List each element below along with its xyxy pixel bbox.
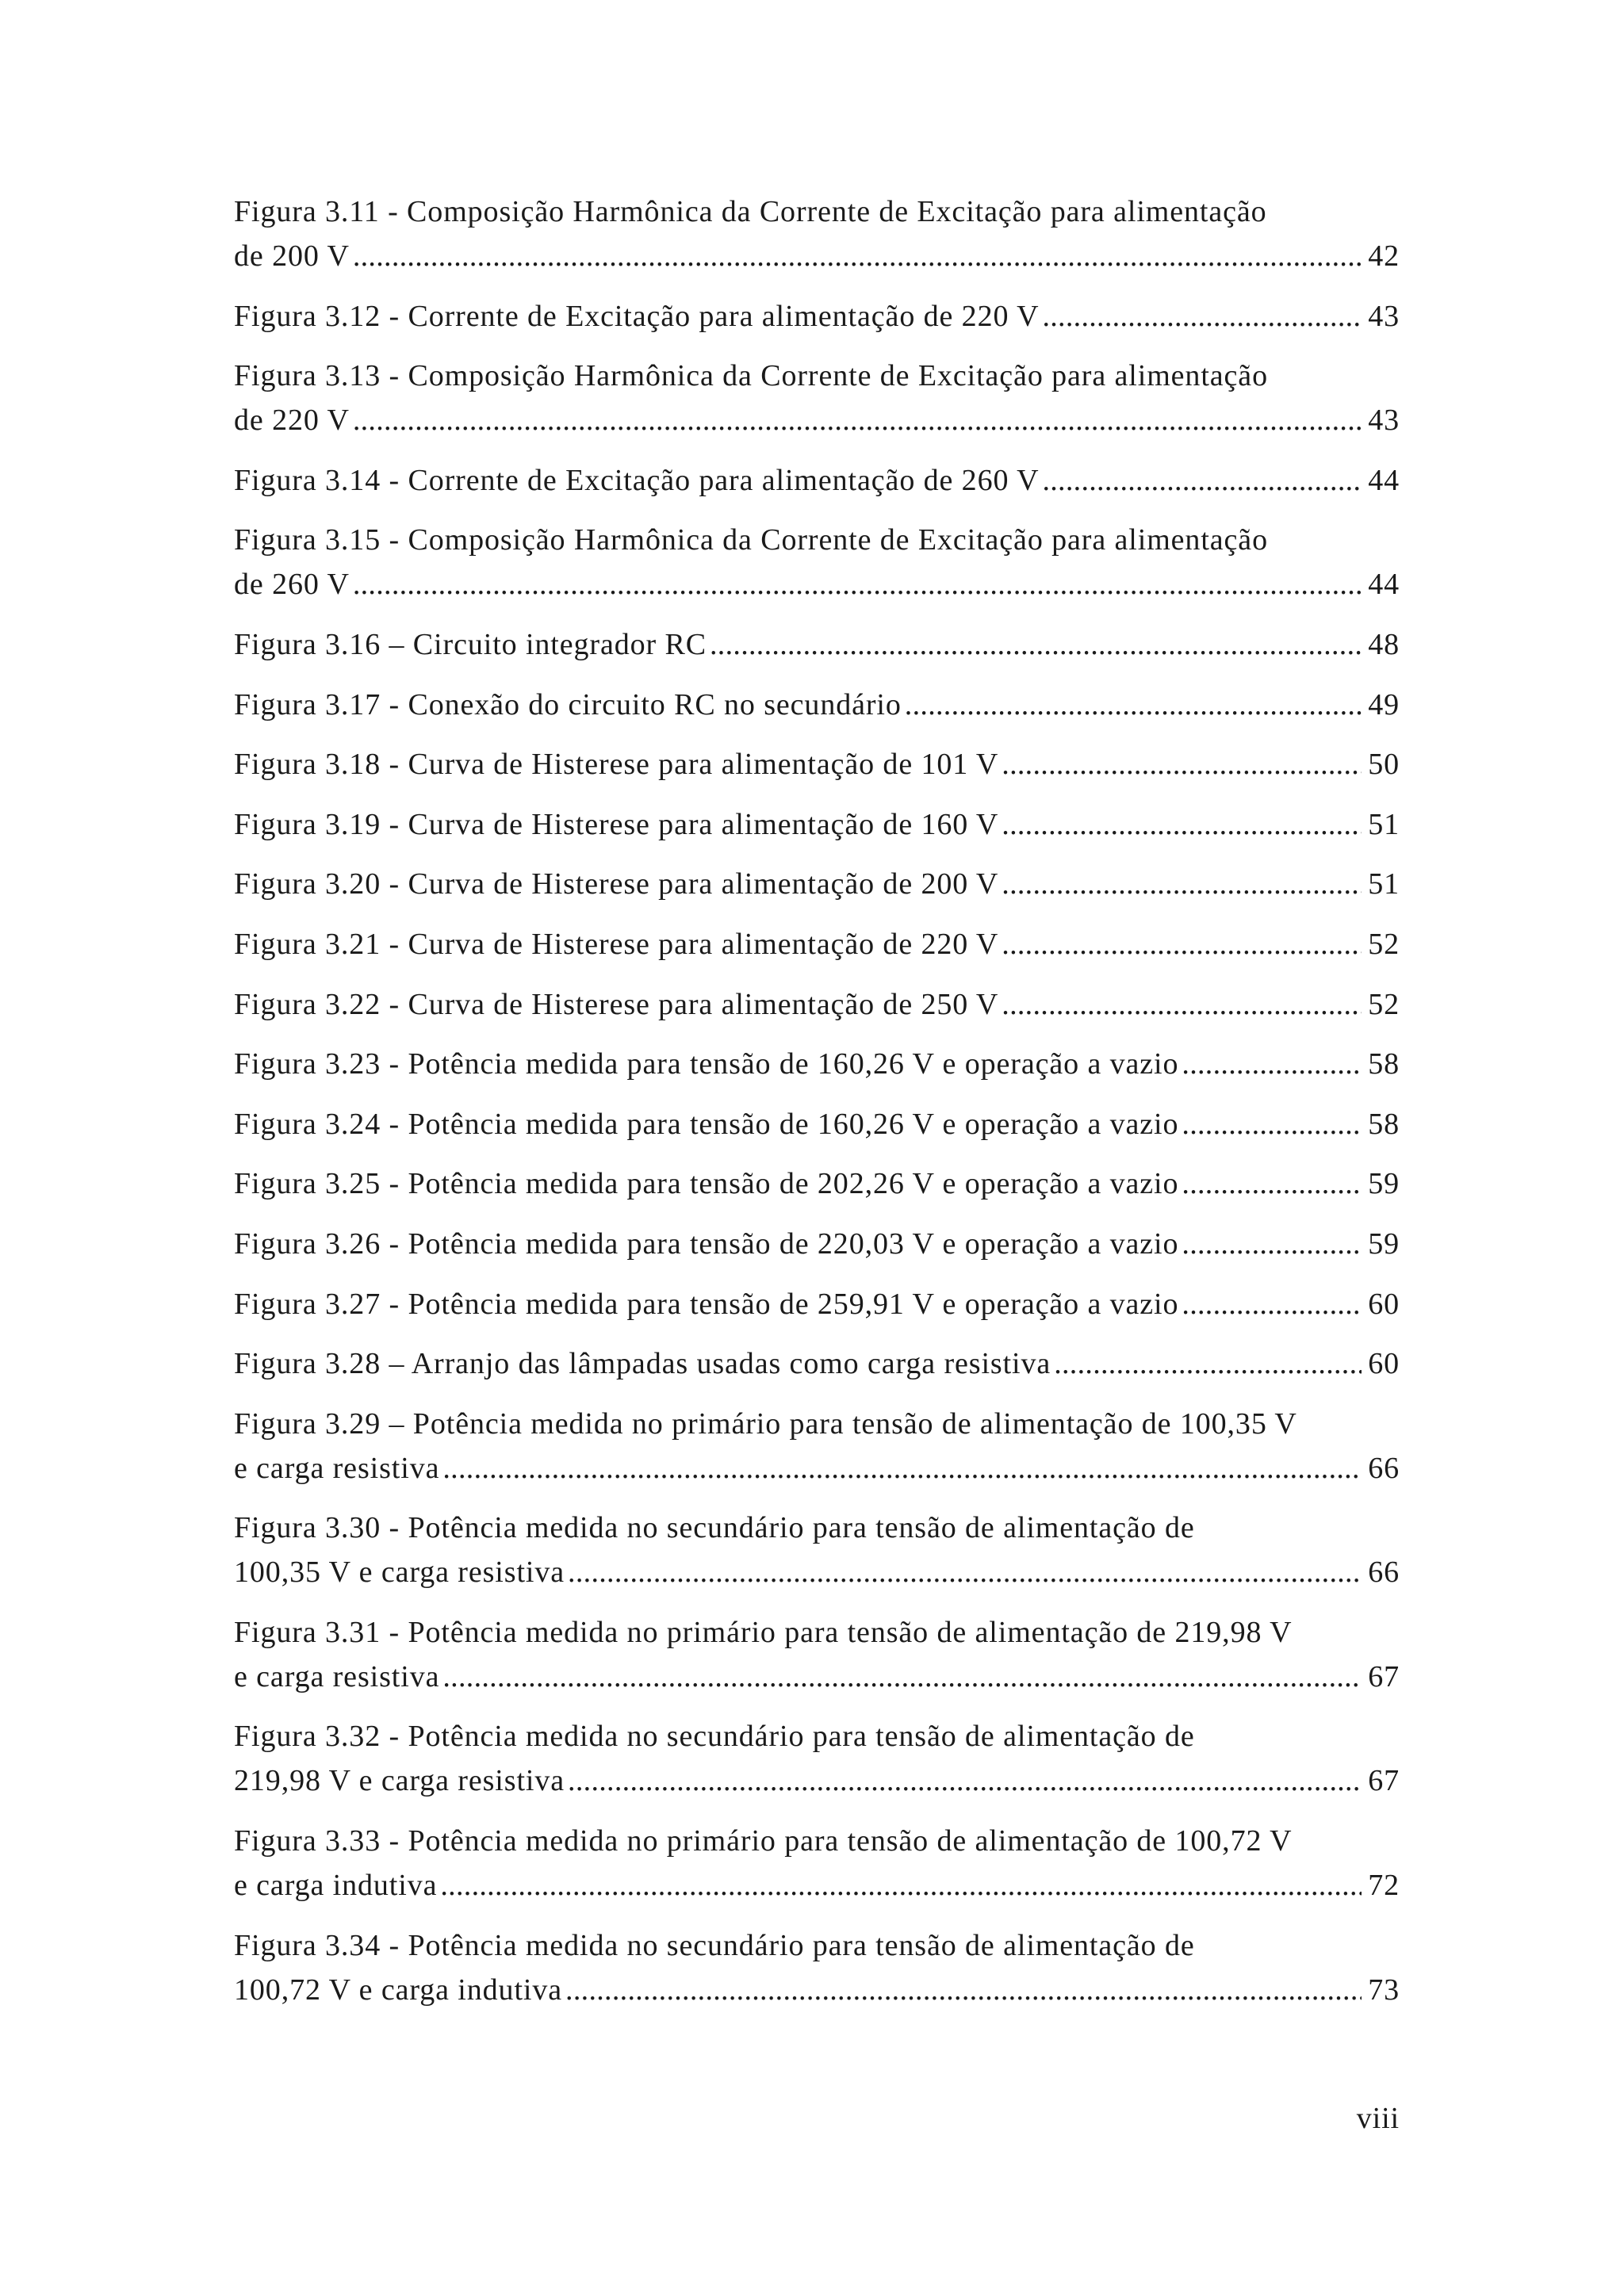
figure-caption-text: Figura 3.21 - Curva de Histerese para alimentação de 220 V: [234, 927, 999, 961]
figure-entry-line: [234, 982, 1400, 1027]
figure-caption-text: Figura 3.25 - Potência medida para tensão de 202,26 V e operação a vazio: [234, 1167, 1179, 1201]
figure-caption-text: Figura 3.14 - Corrente de Excitação para alimentação de 260 V: [234, 463, 1040, 497]
figure-caption-text: Figura 3.30 - Potência medida no secundário para tensão de alimentação de: [234, 1511, 1195, 1545]
figure-caption-text: 100,35 V e carga resistiva: [234, 1556, 565, 1590]
figure-entry[interactable]: [234, 922, 1400, 966]
figure-entry-line: [234, 1758, 1400, 1803]
dot-leader: [1182, 1222, 1362, 1266]
figure-entry[interactable]: [234, 1610, 1400, 1699]
figure-caption-text: 100,72 V e carga indutiva: [234, 1973, 563, 2007]
list-of-figures: [234, 189, 1400, 2027]
figure-entry-line: [234, 1819, 1400, 1863]
figure-page-number: 52: [1368, 987, 1400, 1021]
figure-page-number: 66: [1368, 1556, 1400, 1590]
figure-caption-text: Figura 3.18 - Curva de Histerese para alimentação de 101 V: [234, 748, 999, 782]
figure-entry-line: [234, 1042, 1400, 1086]
figure-page-number: 44: [1368, 463, 1400, 497]
dot-leader: [1002, 982, 1362, 1027]
dot-leader: [565, 1968, 1362, 2012]
dot-leader: [1002, 922, 1362, 966]
figure-entry[interactable]: [234, 982, 1400, 1027]
figure-page-number: 72: [1368, 1869, 1400, 1903]
figure-entry[interactable]: [234, 1506, 1400, 1594]
dot-leader: [442, 1446, 1362, 1490]
figure-entry-line: [234, 1655, 1400, 1699]
dot-leader: [353, 234, 1362, 278]
figure-entry-line: [234, 562, 1400, 607]
figure-entry-line: [234, 622, 1400, 667]
figure-caption-text: de 260 V: [234, 568, 350, 602]
figure-page-number: 58: [1368, 1107, 1400, 1141]
figure-entry[interactable]: [234, 802, 1400, 847]
figure-page-number: 73: [1368, 1973, 1400, 2007]
figure-page-number: 49: [1368, 687, 1400, 721]
figure-page-number: 67: [1368, 1764, 1400, 1798]
figure-entry[interactable]: [234, 862, 1400, 906]
figure-entry[interactable]: [234, 622, 1400, 667]
figure-entry[interactable]: [234, 1819, 1400, 1908]
dot-leader: [905, 683, 1362, 727]
figure-entry[interactable]: [234, 1042, 1400, 1086]
figure-caption-text: e carga resistiva: [234, 1659, 440, 1693]
figure-caption-text: Figura 3.12 - Corrente de Excitação para alimentação de 220 V: [234, 299, 1040, 333]
figure-entry-line: [234, 1446, 1400, 1490]
figure-page-number: 50: [1368, 748, 1400, 782]
dot-leader: [710, 622, 1362, 667]
figure-entry[interactable]: [234, 1282, 1400, 1326]
figure-caption-text: Figura 3.32 - Potência medida no secundário para tensão de alimentação de: [234, 1720, 1195, 1754]
figure-entry-line: [234, 1102, 1400, 1146]
figure-caption-text: Figura 3.22 - Curva de Histerese para alimentação de 250 V: [234, 987, 999, 1021]
figure-entry-line: [234, 1610, 1400, 1655]
figure-page-number: 51: [1368, 807, 1400, 841]
dot-leader: [1002, 862, 1362, 906]
figure-entry[interactable]: [234, 294, 1400, 339]
dot-leader: [1002, 742, 1362, 786]
figure-page-number: 48: [1368, 627, 1400, 661]
dot-leader: [442, 1655, 1362, 1699]
figure-entry[interactable]: [234, 1102, 1400, 1146]
figure-caption-text: Figura 3.13 - Composição Harmônica da Corrente de Excitação para alimentação: [234, 359, 1268, 393]
figure-caption-text: Figura 3.20 - Curva de Histerese para alimentação de 200 V: [234, 867, 999, 901]
figure-entry-line: [234, 1282, 1400, 1326]
figure-caption-text: de 220 V: [234, 404, 350, 438]
figure-page-number: 43: [1368, 299, 1400, 333]
figure-caption-text: de 200 V: [234, 239, 350, 273]
figure-entry-line: [234, 1968, 1400, 2012]
figure-entry[interactable]: [234, 1402, 1400, 1490]
figure-caption-text: Figura 3.23 - Potência medida para tensão de 160,26 V e operação a vazio: [234, 1047, 1179, 1081]
figure-entry-line: [234, 742, 1400, 786]
dot-leader: [1002, 802, 1362, 847]
figure-entry-line: [234, 922, 1400, 966]
figure-entry-line: [234, 1923, 1400, 1968]
figure-caption-text: Figura 3.31 - Potência medida no primário para tensão de alimentação de 219,98 V: [234, 1615, 1293, 1649]
figure-entry-line: [234, 1550, 1400, 1594]
figure-caption-text: Figura 3.19 - Curva de Histerese para alimentação de 160 V: [234, 807, 999, 841]
figure-entry-line: [234, 1222, 1400, 1266]
figure-page-number: 59: [1368, 1167, 1400, 1201]
dot-leader: [1182, 1042, 1362, 1086]
figure-page-number: 42: [1368, 239, 1400, 273]
dot-leader: [1182, 1161, 1362, 1206]
figure-entry-line: [234, 398, 1400, 442]
dot-leader: [440, 1863, 1362, 1908]
figure-caption-text: Figura 3.34 - Potência medida no secundário para tensão de alimentação de: [234, 1928, 1195, 1962]
figure-entry-line: [234, 862, 1400, 906]
figure-entry[interactable]: [234, 1714, 1400, 1803]
figure-entry[interactable]: [234, 354, 1400, 442]
figure-page-number: 51: [1368, 867, 1400, 901]
figure-caption-text: 219,98 V e carga resistiva: [234, 1764, 565, 1798]
figure-entry-line: [234, 1402, 1400, 1446]
figure-page-number: 66: [1368, 1451, 1400, 1485]
figure-caption-text: Figura 3.16 – Circuito integrador RC: [234, 627, 707, 661]
figure-caption-text: Figura 3.24 - Potência medida para tensão de 160,26 V e operação a vazio: [234, 1107, 1179, 1141]
figure-entry-line: [234, 518, 1400, 562]
figure-caption-text: Figura 3.29 – Potência medida no primário para tensão de alimentação de 100,35 V: [234, 1406, 1297, 1441]
dot-leader: [568, 1550, 1362, 1594]
figure-entry[interactable]: [234, 1161, 1400, 1206]
figure-entry[interactable]: [234, 1923, 1400, 2012]
dot-leader: [353, 398, 1362, 442]
figure-entry-line: [234, 458, 1400, 503]
figure-entry[interactable]: [234, 1222, 1400, 1266]
figure-caption-text: Figura 3.15 - Composição Harmônica da Corrente de Excitação para alimentação: [234, 523, 1268, 557]
dot-leader: [353, 562, 1362, 607]
figure-entry[interactable]: [234, 189, 1400, 278]
figure-caption-text: Figura 3.27 - Potência medida para tensão de 259,91 V e operação a vazio: [234, 1287, 1179, 1321]
figure-entry[interactable]: [234, 683, 1400, 727]
figure-entry-line: [234, 1341, 1400, 1386]
figure-caption-text: e carga resistiva: [234, 1451, 440, 1485]
figure-page-number: 58: [1368, 1047, 1400, 1081]
dot-leader: [1042, 458, 1362, 503]
figure-caption-text: Figura 3.33 - Potência medida no primário para tensão de alimentação de 100,72 V: [234, 1824, 1293, 1858]
dot-leader: [1182, 1282, 1362, 1326]
figure-caption-text: e carga indutiva: [234, 1869, 438, 1903]
figure-caption-text: Figura 3.26 - Potência medida para tensão de 220,03 V e operação a vazio: [234, 1226, 1179, 1261]
figure-entry-line: [234, 1506, 1400, 1550]
figure-caption-text: Figura 3.17 - Conexão do circuito RC no secundário: [234, 687, 902, 721]
figure-entry[interactable]: [234, 742, 1400, 786]
dot-leader: [1182, 1102, 1362, 1146]
page-number: viii: [1356, 2102, 1400, 2135]
dot-leader: [568, 1758, 1362, 1803]
figure-entry-line: [234, 354, 1400, 398]
figure-page-number: 43: [1368, 404, 1400, 438]
figure-entry[interactable]: [234, 518, 1400, 607]
figure-entry-line: [234, 1714, 1400, 1758]
dot-leader: [1042, 294, 1362, 339]
figure-entry-line: [234, 1863, 1400, 1908]
figure-page-number: 67: [1368, 1659, 1400, 1693]
figure-page-number: 59: [1368, 1226, 1400, 1261]
figure-page-number: 60: [1368, 1347, 1400, 1381]
figure-entry-line: [234, 802, 1400, 847]
figure-entry-line: [234, 234, 1400, 278]
figure-entry[interactable]: [234, 1341, 1400, 1386]
figure-entry-line: [234, 294, 1400, 339]
dot-leader: [1054, 1341, 1362, 1386]
figure-entry-line: [234, 1161, 1400, 1206]
figure-page-number: 44: [1368, 568, 1400, 602]
figure-caption-text: Figura 3.28 – Arranjo das lâmpadas usadas como carga resistiva: [234, 1347, 1051, 1381]
figure-caption-text: Figura 3.11 - Composição Harmônica da Corrente de Excitação para alimentação: [234, 195, 1267, 228]
figure-page-number: 60: [1368, 1287, 1400, 1321]
figure-entry-line: [234, 189, 1400, 234]
figure-page-number: 52: [1368, 927, 1400, 961]
figure-entry-line: [234, 683, 1400, 727]
figure-entry[interactable]: [234, 458, 1400, 503]
